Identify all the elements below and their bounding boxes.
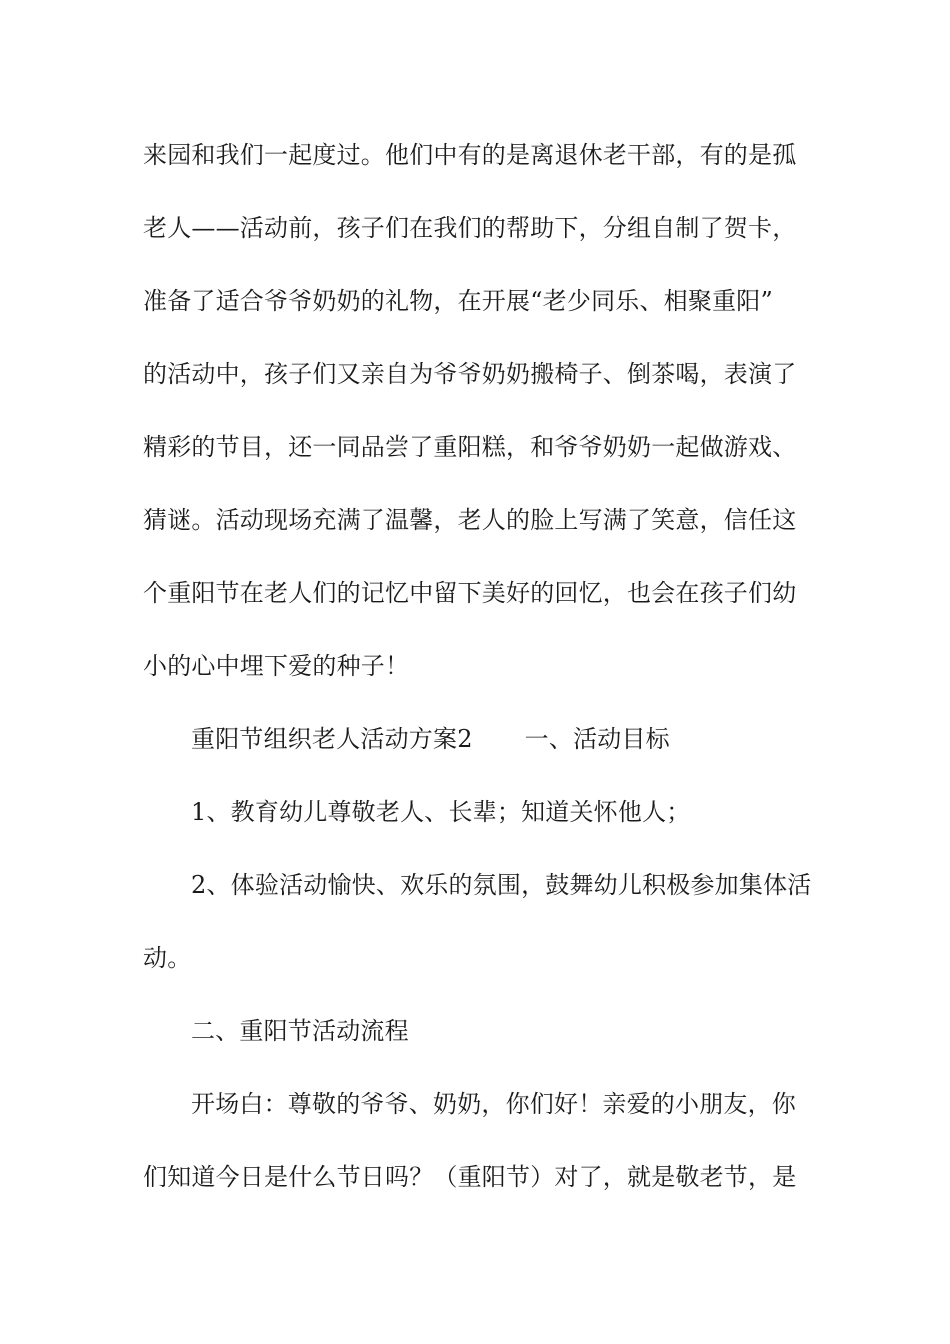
body-text-line: 准备了适合爷爷奶奶的礼物，在开展“老少同乐、相聚重阳”: [143, 287, 773, 315]
section-heading: [191, 724, 871, 754]
heading-section: 一、活动目标: [524, 725, 670, 753]
section-2-heading: 二、重阳节活动流程: [191, 1017, 409, 1045]
opening-text-line: 开场白：尊敬的爷爷、奶奶，你们好！亲爱的小朋友，你: [191, 1090, 796, 1118]
body-text-line: 个重阳节在老人们的记忆中留下美好的回忆，也会在孩子们幼: [143, 579, 797, 607]
goal-item-2: 2、体验活动愉快、欢乐的氛围，鼓舞幼儿积极参加集体活: [191, 871, 812, 899]
body-text-line: 精彩的节目，还一同品尝了重阳糕，和爷爷奶奶一起做游戏、: [143, 433, 797, 461]
body-text-line: 老人——活动前，孩子们在我们的帮助下，分组自制了贺卡，: [143, 214, 797, 242]
body-text-line: 的活动中，孩子们又亲自为爷爷奶奶搬椅子、倒茶喝，表演了: [143, 360, 797, 388]
opening-text-line: 们知道今日是什么节日吗？（重阳节）对了，就是敬老节，是: [143, 1163, 797, 1191]
body-text-line: 来园和我们一起度过。他们中有的是离退休老干部，有的是孤: [143, 141, 797, 169]
body-text-line: 小的心中埋下爱的种子！: [143, 652, 410, 680]
goal-item-2-continued: 动。: [143, 944, 192, 972]
body-text-line: 猜谜。活动现场充满了温馨，老人的脸上写满了笑意，信任这: [143, 506, 797, 534]
heading-title: 重阳节组织老人活动方案2: [191, 725, 473, 753]
goal-item-1: 1、教育幼儿尊敬老人、长辈；知道关怀他人；: [191, 798, 691, 826]
